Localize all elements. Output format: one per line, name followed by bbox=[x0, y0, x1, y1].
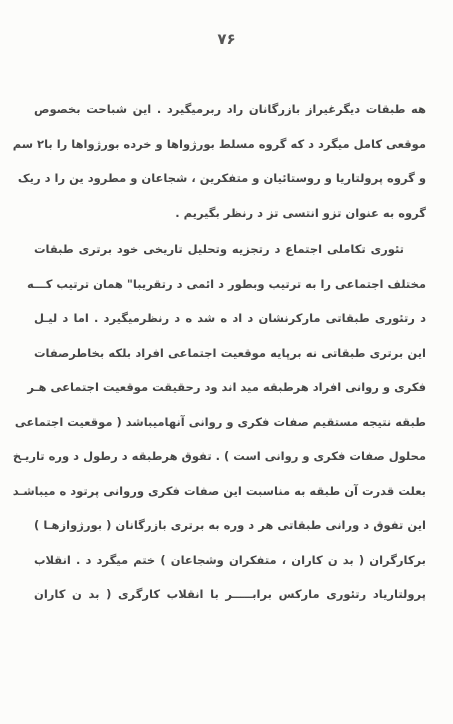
text-line: ه‍ه طبقات دیگرغیراز بازرگانان راد ربرمیگیرد . این شباحت بخصوص bbox=[34, 102, 426, 116]
text-line: و گروه پرولتاریا و روستائیان و متفکرین ، شجاعان و مطرود ین را د ریک bbox=[17, 171, 426, 185]
text-line: گروه به عنوان تزو انتسی تز د رنظر بگیریم . bbox=[175, 205, 426, 220]
text-line: فکری و روانی افراد هرطبقه مید اند ود رحقیقت موقعیت اجتماعی هـر bbox=[27, 380, 426, 394]
text-line: پرولتاریاد رتئوری مارکس برابـــــر با انقلاب کارگری ( بد ن کاران bbox=[34, 587, 426, 601]
text-line: موقعی کامل میگرد د که گروه مسلط بورژواها و خرده بورژواها را با۲ سم bbox=[12, 136, 426, 151]
text-line: برکارگران ( بد ن کاران ، متفکران وشجاعان ) ختم میگرد د . انقلاب bbox=[34, 552, 426, 567]
text-line: محلول صفات فکری و روانی است ) . تفوق هرطبقه د رطول د وره تاریـخ bbox=[12, 449, 426, 463]
text-line: د رتئوری طبقاتی مارکرنشان د اد ه شد ه د رنظرمیگیرد . اما د لیـل bbox=[34, 311, 426, 325]
text-line: طبقه نتیجه مستقیم صفات فکری و روانی آنهامیباشد ( موقعیت اجتماعی bbox=[14, 414, 426, 429]
text-line: بعلت قدرت آن طبقه به مناسبت این صفات فکری وروانی پرتود ه میباشـد bbox=[12, 483, 426, 498]
text-line: تئوری تکاملی اجتماع د رتجزیه وتحلیل تاریخی خود برتری طبقات bbox=[34, 242, 404, 256]
body-text bbox=[12, 92, 426, 612]
page-number: ۷۶ bbox=[217, 30, 236, 48]
text-line: این تفوق د ورانی طبقاتی هر د وره به برتری بازرگانان ( بورژوازهـا ) bbox=[34, 518, 426, 532]
text-line: این برتری طبقاتی نه برپایه موقعیت اجتماعی افراد بلکه بخاطرصفات bbox=[34, 345, 426, 360]
text-line: مختلف اجتماعی را به ترتیب وبطور د ائمی د رتقریبا" همان ترتیب کـــه bbox=[26, 276, 426, 291]
